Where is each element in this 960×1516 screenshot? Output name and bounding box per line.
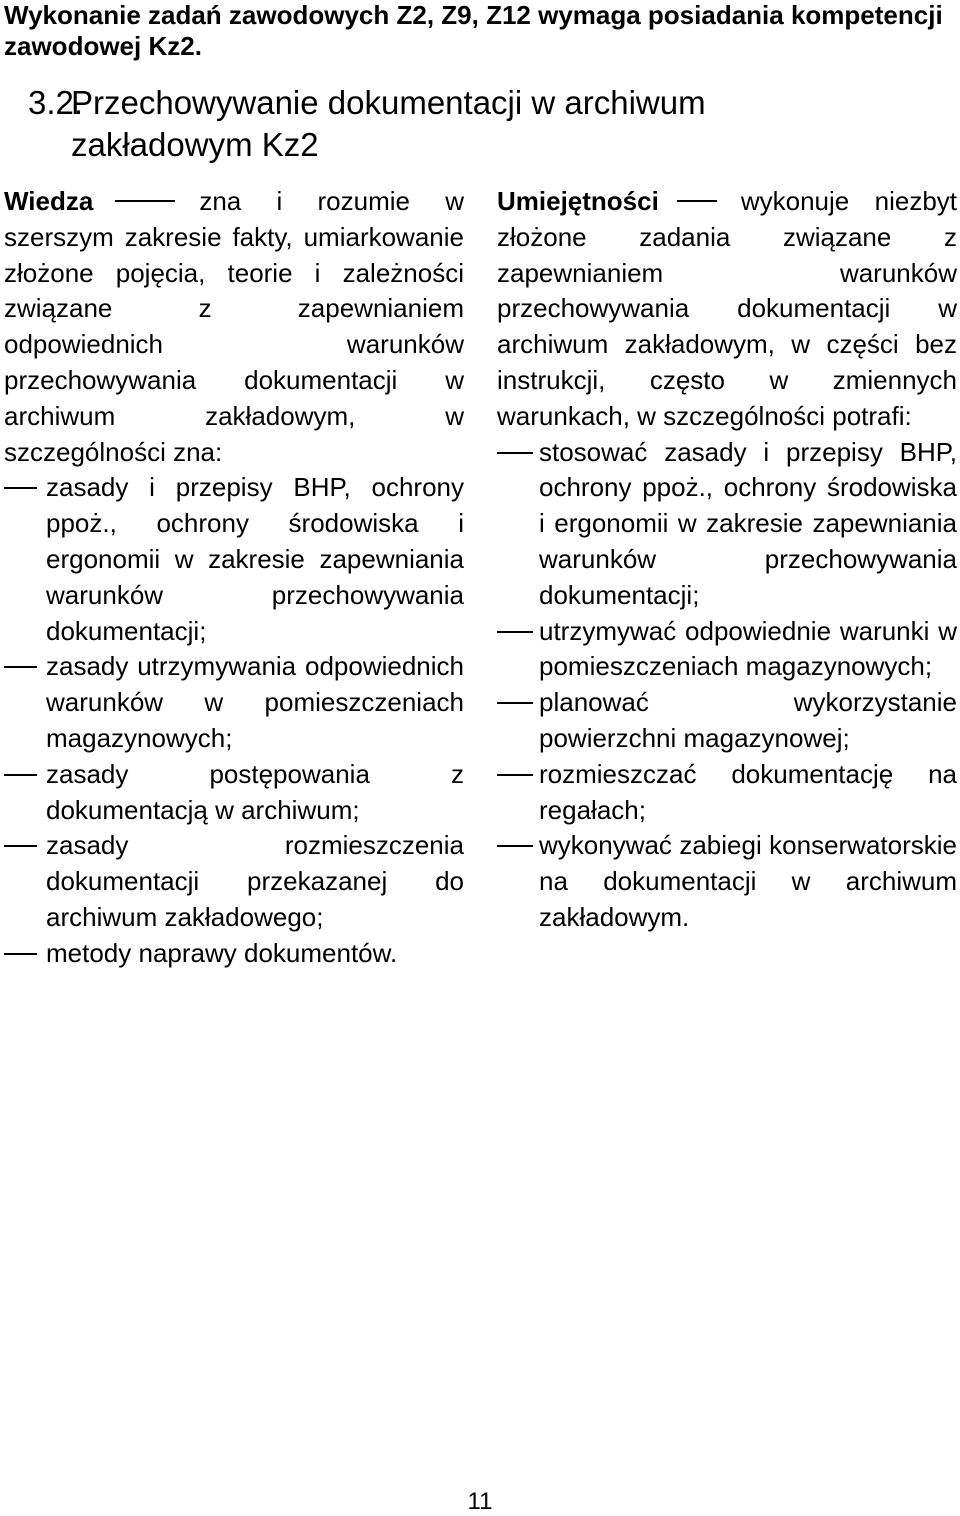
list-item-text: zasady i przepisy BHP, ochrony ppoż., ochrony środowiska i ergonomii w zakresie zapewniania warunków przechowywania dokumentacji;: [46, 472, 464, 646]
dash-bullet-icon: [497, 774, 533, 776]
list-item-text: utrzymywać odpowiednie warunki w pomieszczeniach magazynowych;: [539, 615, 957, 682]
list-item: [4, 470, 464, 649]
list-item: [4, 936, 464, 972]
dash-bullet-icon: [4, 845, 37, 847]
list-item: [497, 757, 957, 829]
section-title-line2: zakładowym Kz2: [71, 126, 319, 163]
list-item-text: zasady postępowania z dokumentacją w archiwum;: [46, 758, 464, 825]
section-title: [28, 82, 948, 166]
list-item-text: metody naprawy dokumentów.: [46, 937, 398, 968]
list-item: [497, 828, 957, 935]
list-item-text: planować wykorzystanie powierzchni magazynowej;: [539, 687, 957, 753]
dash-bullet-icon: [4, 487, 37, 489]
list-item: [4, 757, 464, 829]
list-item: [497, 435, 957, 614]
list-item-text: zasady rozmieszczenia dokumentacji przekazanej do archiwum zakładowego;: [46, 830, 464, 932]
section-title-line1: Przechowywanie dokumentacji w archiwum: [71, 84, 706, 121]
list-item: [497, 614, 957, 686]
dash-bullet-icon: [4, 774, 37, 776]
dash-bullet-icon: [497, 702, 533, 704]
dash-bullet-icon: [497, 845, 533, 847]
skills-column: [497, 184, 957, 936]
skills-intro-text: wykonuje niezbyt złożone zadania związane z zapewnianiem warunków przechowywania dokumentacji w archiwum zakładowym, w części bez instrukcji, często w zmiennych warunkach, w szczególności potrafi:: [497, 186, 957, 431]
knowledge-list: [4, 470, 464, 971]
list-item-text: rozmieszczać dokumentację na regałach;: [539, 758, 957, 825]
dash-bullet-icon: [497, 452, 533, 454]
list-item-text: zasady utrzymywania odpowiednich warunków w pomieszczeniach magazynowych;: [46, 651, 464, 753]
dash-bullet-icon: [4, 666, 37, 668]
knowledge-intro-text: zna i rozumie w szerszym zakresie fakty, umiarkowanie złożone pojęcia, teorie i zależności związane z zapewnianiem odpowiednich warunków przechowywania dokumentacji w archiwum zakładowym, w szczególności zna:: [4, 186, 464, 467]
dash-separator: [115, 200, 175, 202]
requirement-heading: Wykonanie zadań zawodowych Z2, Z9, Z12 wymaga posiadania kompetencji zawodowej Kz2.: [4, 0, 943, 61]
page-number: 11: [467, 1488, 493, 1515]
knowledge-column: [4, 184, 464, 972]
section-number: 3.2.: [28, 84, 84, 121]
knowledge-label: Wiedza: [4, 186, 94, 216]
skills-list: [497, 435, 957, 936]
knowledge-intro: [4, 184, 464, 470]
list-item-text: wykonywać zabiegi konserwatorskie na dokumentacji w archiwum zakładowym.: [539, 830, 957, 932]
list-item: [4, 649, 464, 756]
list-item: [4, 828, 464, 935]
list-item: [497, 685, 957, 757]
dash-bullet-icon: [497, 631, 533, 633]
skills-label: Umiejętności: [497, 186, 659, 216]
dash-separator: [677, 200, 717, 202]
dash-bullet-icon: [4, 953, 37, 955]
list-item-text: stosować zasady i przepisy BHP, ochrony ppoż., ochrony środowiska i ergonomii w zakresie zapewniania warunków przechowywania dokumentacji;: [539, 436, 957, 610]
skills-intro: [497, 184, 957, 435]
